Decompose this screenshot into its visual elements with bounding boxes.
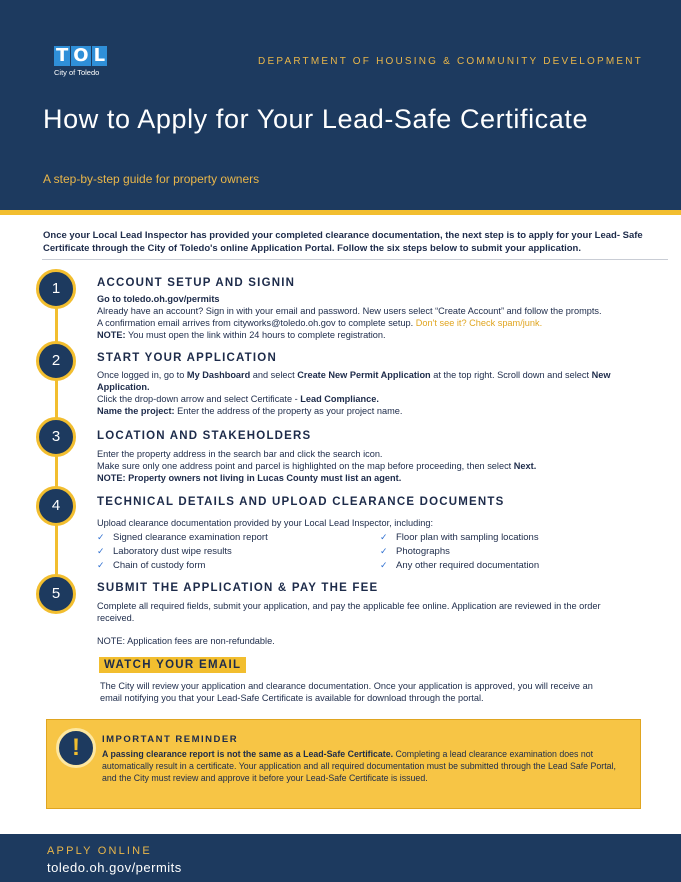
confirmation-text: A confirmation email arrives from cityworks@toledo.oh.gov to complete setup. <box>97 318 414 328</box>
checklist-item <box>97 532 268 543</box>
text-run: Make sure only one address point and parcel is highlighted on the map before proceeding, then select <box>97 461 512 471</box>
checklist-text: Floor plan with sampling locations <box>396 532 539 543</box>
department-name: DEPARTMENT OF HOUSING & COMMUNITY DEVELOPMENT <box>258 56 643 67</box>
header-banner <box>0 0 681 214</box>
step-2-line <box>97 405 637 417</box>
reminder-body: Completing a lead clearance examination does not automatically result in a certificate. Your application and all required documentation must be submitted through the Lead Safe Portal, and the City must review and approve it before your Lead-Safe Certificate is issued. <box>102 749 616 783</box>
watch-email-heading: WATCH YOUR EMAIL <box>99 657 246 673</box>
logo-subtitle: City of Toledo <box>54 68 100 77</box>
text-run: Once logged in, go to <box>97 370 185 380</box>
step-1-title: ACCOUNT SETUP AND SIGNIN <box>97 277 296 289</box>
exclamation-icon: ! <box>56 728 96 768</box>
step-2-body <box>97 369 637 417</box>
checkmark-icon: ✓ <box>380 546 388 556</box>
intro-paragraph: Once your Local Lead Inspector has provided your completed clearance documentation, the next step is to apply for your Lead- Safe Certificate through the City of Toledo's online Application Portal. Follow the six steps below to submit your application. <box>43 230 643 254</box>
reminder-text <box>102 748 632 784</box>
checklist-item <box>380 546 450 557</box>
step-1-note <box>97 329 657 341</box>
apply-online-link[interactable]: toledo.oh.gov/permits <box>47 860 182 875</box>
text-run: and select <box>252 370 295 380</box>
step-2-line <box>97 369 637 393</box>
note-label: NOTE: <box>97 330 126 340</box>
step-3-body <box>97 448 657 484</box>
checkmark-icon: ✓ <box>380 560 388 570</box>
header-accent-bar <box>0 210 681 215</box>
step-3-title: LOCATION AND STAKEHOLDERS <box>97 430 312 442</box>
footer <box>0 834 681 882</box>
checklist-item <box>380 560 539 571</box>
apply-online-label: APPLY ONLINE <box>47 845 152 857</box>
text-run: at the top right. Scroll down and select <box>433 370 590 380</box>
logo-letter: T <box>56 45 69 66</box>
step-number-badge: 5 <box>36 574 76 614</box>
logo-letter: O <box>73 45 89 66</box>
spam-hint: Don't see it? Check spam/junk. <box>415 318 543 328</box>
text-run: New Application. <box>97 370 611 392</box>
checkmark-icon: ✓ <box>97 546 105 556</box>
step-number-badge: 2 <box>36 341 76 381</box>
step-5-title: SUBMIT THE APPLICATION & PAY THE FEE <box>97 582 379 594</box>
checklist-item <box>97 560 205 571</box>
city-of-toledo-logo <box>54 46 112 80</box>
checkmark-icon: ✓ <box>97 560 105 570</box>
checklist-text: Signed clearance examination report <box>113 532 268 543</box>
important-reminder-box <box>46 719 641 809</box>
page-title: How to Apply for Your Lead-Safe Certificate <box>43 104 589 134</box>
checklist-text: Any other required documentation <box>396 560 540 571</box>
step-5-note: NOTE: Application fees are non-refundable. <box>97 636 275 646</box>
step-number-badge: 4 <box>36 486 76 526</box>
checkmark-icon: ✓ <box>380 532 388 542</box>
text-run: Name the project: <box>97 406 175 416</box>
text-run: Next. <box>513 461 537 471</box>
checkmark-icon: ✓ <box>97 532 105 542</box>
checklist-text: Laboratory dust wipe results <box>113 546 232 557</box>
step-1-line: Already have an account? Sign in with your email and password. New users select “Create Account” and follow the prompts. <box>97 306 602 316</box>
watch-email-text: The City will review your application and clearance documentation. Once your application is approved, you will receive an email notifying you that your Lead-Safe Certificate is available for download through the portal. <box>100 681 593 703</box>
step-3-line <box>97 460 657 472</box>
text-run: Lead Compliance. <box>300 394 379 404</box>
step-1-line <box>97 317 657 329</box>
reminder-title: IMPORTANT REMINDER <box>102 734 239 745</box>
checklist-text: Photographs <box>396 546 450 557</box>
divider <box>42 259 668 260</box>
tol-logo-mark <box>54 46 112 66</box>
checklist-item <box>380 532 539 543</box>
step-2-line <box>97 393 637 405</box>
step-2-title: START YOUR APPLICATION <box>97 352 277 364</box>
step-number-badge: 1 <box>36 269 76 309</box>
page-subtitle: A step-by-step guide for property owners <box>43 172 260 186</box>
checklist-item <box>97 546 232 557</box>
step-3-note: NOTE: Property owners not living in Lucas County must list an agent. <box>97 473 402 483</box>
step-5-body: Complete all required fields, submit your application, and pay the applicable fee online. Application are reviewed in the order received. <box>97 601 601 623</box>
logo-letter: L <box>93 45 106 66</box>
step-4-title: TECHNICAL DETAILS AND UPLOAD CLEARANCE DOCUMENTS <box>97 496 505 508</box>
step-number-badge: 3 <box>36 417 76 457</box>
text-run: Enter the address of the property as your project name. <box>177 406 403 416</box>
step-4-body: Upload clearance documentation provided by your Local Lead Inspector, including: <box>97 518 434 528</box>
step-1-body <box>97 293 657 341</box>
text-run: Click the drop-down arrow and select Certificate - <box>97 394 298 404</box>
text-run: My Dashboard <box>186 370 251 380</box>
note-text: You must open the link within 24 hours to complete registration. <box>127 330 386 340</box>
step-3-line: Enter the property address in the search bar and click the search icon. <box>97 449 383 459</box>
checklist-text: Chain of custody form <box>113 560 206 571</box>
text-run: Create New Permit Application <box>297 370 431 380</box>
permits-link[interactable]: Go to toledo.oh.gov/permits <box>97 294 220 304</box>
reminder-bold: A passing clearance report is not the same as a Lead-Safe Certificate. <box>102 749 394 759</box>
